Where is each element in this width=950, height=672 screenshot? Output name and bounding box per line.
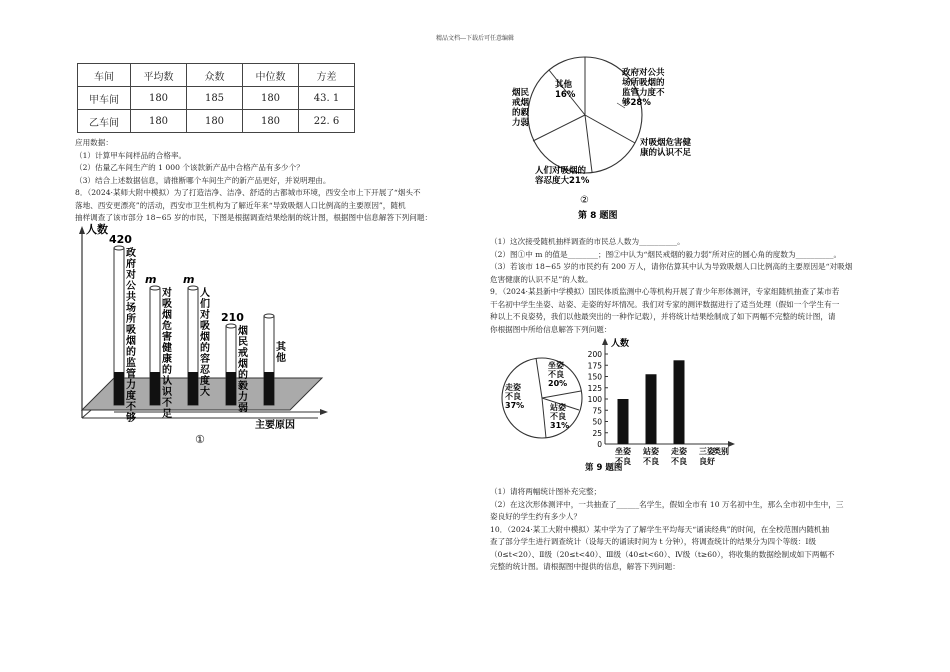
text-line: （2）在这次形体测评中，一共抽查了______名学生，假如全市有 10 万名初中生，那么全市初中生中，三: [490, 499, 844, 509]
q8-subquestions: [490, 236, 852, 336]
x-tick-label: 坐姿不良: [615, 447, 631, 466]
x-axis-label: 主要原因: [255, 420, 295, 431]
table-cell: 180: [131, 87, 187, 110]
text-line: （2）图①中 m 的值是________；图②中认为“烟民戒烟的毅力弱”所对应的圆心角的度数为__________。: [490, 249, 842, 259]
table-cell: 43. 1: [299, 87, 355, 110]
y-axis-arrow: [602, 338, 608, 345]
bar-category-label: 人们对吸烟的容忍度大: [200, 288, 210, 398]
bar: [646, 374, 657, 444]
cylinder-base-shadow: [150, 372, 160, 405]
bar: [618, 399, 629, 444]
y-tick-label: 175: [587, 361, 602, 371]
table-row: [78, 110, 355, 133]
fig-9-caption: 第 9 题图: [585, 463, 623, 473]
table-cell: 180: [243, 87, 299, 110]
x-axis-arrow: [728, 441, 735, 447]
text-line: （1）这次接受随机抽样调查的市民总人数为__________。: [490, 237, 685, 246]
text-line: 抽样调查了该市部分 18~65 岁的市民，下图是根据调查结果绘制的统计图，根据图中信息解答下列问题：: [75, 213, 433, 222]
pie-label-stand: 站姿不良 31%: [550, 403, 570, 430]
table-cell: 乙车间: [78, 110, 131, 133]
x-axis-arrow: [320, 409, 328, 415]
x-tick-label: 三姿良好: [699, 447, 715, 466]
bar-category-label: 对吸烟危害健康的认识不足: [162, 288, 172, 420]
text-line: （2）估量乙车间生产的 1 000 个该款新产品中合格产品有多少个？: [75, 163, 304, 172]
text-line: 完整的统计图。请根据图中提供的信息，解答下列问题：: [490, 562, 680, 571]
pie-8-caption: ②: [580, 195, 589, 206]
cylinder-top: [114, 246, 124, 250]
cylinder-base-shadow: [264, 372, 274, 405]
bar-value-label: 420: [109, 233, 132, 246]
y-tick-label: 50: [592, 417, 602, 427]
text-line: 落地、西安更漂亮”的活动，西安市卫生机构为了解近年来“导致吸烟人口比例高的主要原因”，随机: [75, 200, 406, 210]
chart-1-cylinders: [70, 222, 360, 450]
y-axis-label: 人数: [611, 339, 630, 349]
y-tick-label: 150: [587, 372, 602, 382]
cylinder-top: [150, 286, 160, 290]
y-tick-label: 100: [587, 395, 602, 404]
data-table: [77, 63, 355, 133]
text-line: （1）计算甲车间样品的合格率。: [75, 150, 187, 160]
cylinder-top: [264, 314, 274, 318]
bar: [674, 360, 685, 444]
x-tick-label: 走姿不良: [671, 447, 687, 466]
pie-chart-8: [500, 55, 730, 230]
text-line: 查了部分学生进行调查统计（设每天的诵读时间为 t 分钟），将调查统计的结果分为四个等级：Ⅰ级: [490, 537, 817, 546]
text-line: 8．（2024·某师大附中模拟）为了打造洁净、洁净、舒适的古都城市环境，西安全市上下开展了“烟头不: [75, 188, 421, 197]
cylinder-base-shadow: [188, 372, 198, 405]
fig-8-caption: 第 8 题图: [578, 211, 618, 221]
pie-label-tolerance: 人们对吸烟的容忍度大21%: [535, 166, 590, 186]
text-line: 10．（2024·某工大附中模拟）某中学为了了解学生平均每天“诵读经典”的时间，在全校范围内随机抽: [490, 524, 830, 534]
table-header: 中位数: [243, 64, 299, 87]
table-header: 平均数: [131, 64, 187, 87]
pie-label-quit: 烟民戒烟的毅力弱: [512, 88, 530, 128]
y-tick-label: 0: [597, 440, 602, 449]
y-axis-label: 人数: [86, 223, 108, 236]
bar-value-label: m: [145, 273, 157, 286]
text-line: 应用数据：: [75, 138, 113, 147]
text-line: 9．（2024·某县新中学模拟）国民体质监测中心等机构开展了青少年形体测评，专家组随机抽查了某市若: [490, 287, 840, 296]
text-line: 危害健康的认识不足”的人数。: [490, 274, 593, 284]
left-question-text: [75, 137, 432, 225]
cylinder-top: [188, 286, 198, 290]
pie-label-other: 其他 16%: [555, 80, 576, 100]
bar-category-label: 其他: [276, 342, 286, 364]
table-header: 众数: [187, 64, 243, 87]
text-line: 干名初中学生坐姿、站姿、走姿的好坏情况。我们对专家的测评数据进行了适当处理（假如一个学生有一: [490, 299, 840, 309]
table-row: [78, 87, 355, 110]
y-tick-label: 200: [587, 350, 602, 359]
x-axis-label: 类别: [713, 447, 729, 456]
table-header: 方差: [299, 64, 355, 87]
text-line: （1）请将两幅统计图补充完整；: [490, 487, 602, 496]
table-cell: 185: [187, 87, 243, 110]
table-cell: 180: [187, 110, 243, 133]
pie-label-walk: 走姿不良 37%: [505, 383, 525, 410]
chart-1-caption: ①: [195, 433, 205, 446]
table-cell: 22. 6: [299, 110, 355, 133]
text-line: （3）结合上述数据信息，请推断哪个车间生产的新产品更好，并说明理由。: [75, 175, 331, 185]
y-axis-arrow: [79, 226, 85, 234]
text-line: 姿良好的学生约有多少人？: [490, 512, 582, 521]
table-cell: 甲车间: [78, 87, 131, 110]
x-tick-label: 站姿不良: [643, 447, 659, 466]
table-header-row: [78, 64, 355, 87]
y-tick-label: 25: [592, 428, 602, 438]
table-cell: 180: [131, 110, 187, 133]
text-line: （3）若该市 18~65 岁的市民约有 200 万人，请你估算其中认为导致吸烟人口比例高的主要原因是“对吸烟: [490, 262, 853, 271]
bar-chart-9: [583, 336, 763, 474]
bar-value-label: 210: [221, 311, 244, 324]
table-cell: 180: [243, 110, 299, 133]
pie-label-health: 对吸烟危害健康的认识不足: [640, 138, 692, 158]
bar-category-label: 政府对公共场所吸烟的监管力度不够: [126, 248, 136, 424]
pie-label-gov: 政府对公共场所吸烟的监管力度不够28%: [622, 68, 665, 108]
text-line: 种以上不良姿势，我们以他最突出的一种作记载），并将统计结果绘制成了如下两幅不完整的统计图，请: [490, 312, 836, 321]
table-header: 车间: [78, 64, 131, 87]
y-tick-label: 125: [587, 383, 602, 393]
pie-label-sit: 坐姿不良 20%: [548, 361, 568, 388]
cylinder-base-shadow: [114, 372, 124, 405]
bar-value-label: m: [183, 273, 195, 286]
text-line: 你根据图中所给信息解答下列问题：: [490, 324, 612, 334]
cylinder-base-shadow: [226, 372, 236, 405]
page-header: 精品文档---下载后可任意编辑: [435, 35, 515, 42]
y-tick-label: 75: [592, 406, 602, 416]
bar-category-label: 烟民戒烟的毅力弱: [238, 326, 248, 414]
q9-q10-text: [490, 486, 843, 574]
text-line: （0≤t<20）、Ⅱ级（20≤t<40）、Ⅲ级（40≤t<60）、Ⅳ级（t≥60），将收集的数据绘制成如下两幅不: [490, 549, 835, 559]
cylinder-top: [226, 324, 236, 328]
